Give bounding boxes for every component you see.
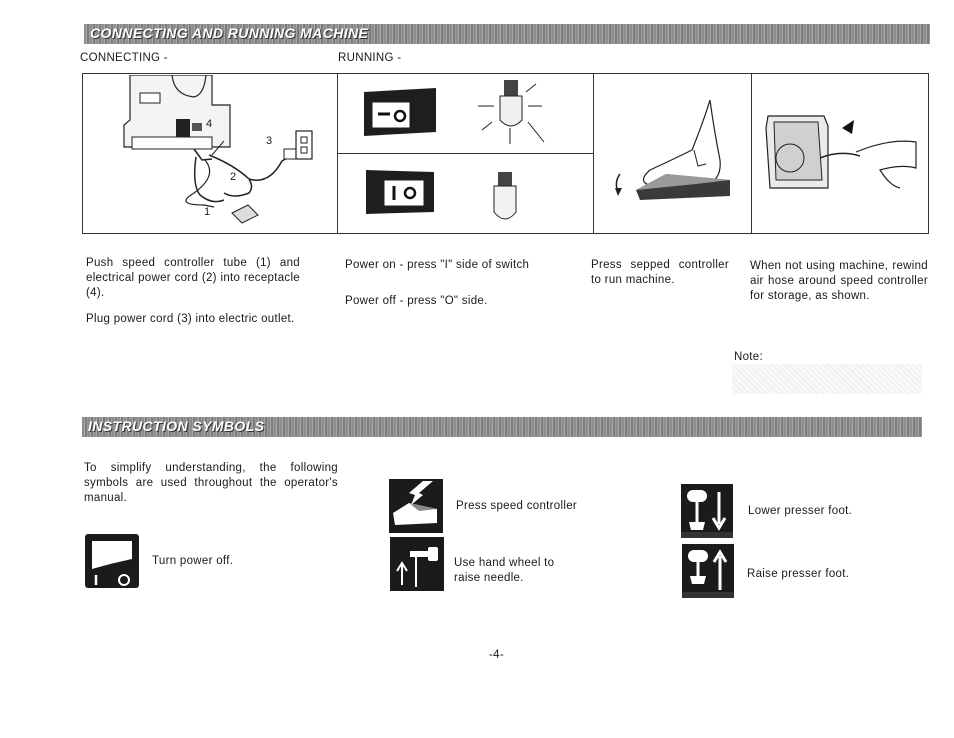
caption-connecting-1: Push speed controller tube (1) and electrical power cord (2) into receptacle (4). bbox=[86, 257, 300, 299]
symbol-label-speed-controller: Press speed controller bbox=[456, 500, 578, 512]
callout-1: 1 bbox=[204, 206, 211, 218]
caption-storage: When not using machine, rewind air hose around speed controller for storage, as shown. bbox=[750, 260, 928, 302]
controller-storage-illustration bbox=[760, 108, 920, 204]
symbol-label-lower-foot: Lower presser foot. bbox=[748, 505, 853, 517]
speed-controller-icon bbox=[389, 479, 443, 533]
section-title: INSTRUCTION SYMBOLS bbox=[88, 418, 265, 434]
raise-presser-foot-icon bbox=[682, 544, 734, 598]
callout-2: 2 bbox=[230, 171, 237, 183]
note-area bbox=[732, 364, 922, 394]
caption-connecting-2: Plug power cord (3) into electric outlet. bbox=[86, 313, 295, 325]
symbol-label-raise-foot: Raise presser foot. bbox=[747, 568, 850, 580]
caption-power-off: Power off - press "O" side. bbox=[345, 295, 488, 307]
connecting-label: CONNECTING - bbox=[80, 52, 168, 64]
lamp-on-icon bbox=[470, 76, 548, 148]
power-on-switch-illustration bbox=[360, 86, 440, 138]
caption-press-controller: Press sepped controller to run machine. bbox=[591, 259, 729, 286]
lower-presser-foot-icon bbox=[681, 484, 733, 538]
running-label: RUNNING - bbox=[338, 52, 402, 64]
hand-wheel-icon bbox=[390, 537, 444, 591]
lamp-off-icon bbox=[490, 170, 520, 226]
symbol-label-hand-wheel: Use hand wheel to raise needle. bbox=[454, 557, 555, 584]
page-number: -4- bbox=[489, 649, 504, 661]
symbol-label-power-off: Turn power off. bbox=[152, 555, 234, 567]
section-banner-symbols bbox=[82, 417, 922, 437]
power-off-switch-illustration bbox=[362, 166, 438, 216]
note-label: Note: bbox=[734, 351, 763, 363]
section-title: CONNECTING AND RUNNING MACHINE bbox=[90, 25, 369, 41]
section-banner-connecting bbox=[84, 24, 930, 44]
power-switch-icon bbox=[84, 533, 140, 589]
callout-4: 4 bbox=[206, 118, 213, 130]
symbols-intro: To simplify understanding, the following symbols are used throughout the operator's manual. bbox=[84, 462, 338, 504]
foot-pedal-illustration bbox=[606, 100, 744, 206]
caption-power-on: Power on - press "I" side of switch bbox=[345, 259, 530, 271]
callout-3: 3 bbox=[266, 135, 273, 147]
